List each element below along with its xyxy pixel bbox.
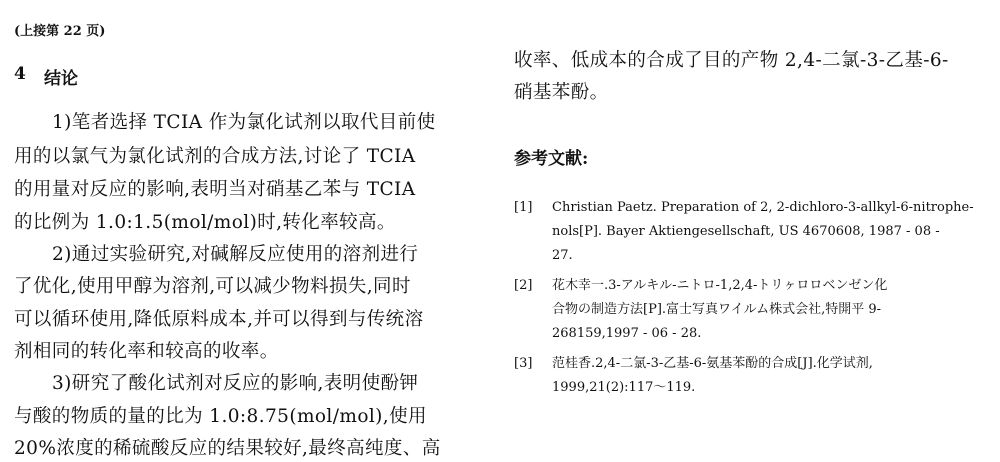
body-line: 2)通过实验研究,对碱解反应使用的溶剂进行 [52, 244, 419, 265]
reference-item [514, 196, 984, 276]
body-line: 3)研究了酸化试剂对反应的影响,表明使酚钾 [52, 373, 419, 394]
reference-line: 合物の制造方法[P].富士写真ワイルム株式会社,特開平 9- [552, 302, 882, 317]
body-line: 可以循环使用,降低原料成本,并可以得到与传统溶 [14, 309, 424, 330]
body-line: 的用量对反应的影响,表明当对硝基乙苯与 TCIA [14, 179, 416, 200]
section-number: 4 [14, 64, 26, 84]
reference-line: 27. [552, 248, 573, 263]
reference-item [514, 274, 984, 354]
body-line: 了优化,使用甲醇为溶剂,可以减少物料损失,同时 [14, 276, 411, 297]
reference-line: 1999,21(2):117～119. [552, 380, 696, 395]
body-line: 20%浓度的稀硫酸反应的结果较好,最终高纯度、高 [14, 438, 441, 459]
reference-line: 268159,1997 - 06 - 28. [552, 326, 702, 341]
reference-number: [1] [514, 200, 533, 215]
reference-number: [2] [514, 278, 533, 293]
body-line: 硝基苯酚。 [514, 82, 609, 103]
references-title: 参考文献: [514, 149, 589, 169]
body-line: 1)笔者选择 TCIA 作为氯化试剂以取代目前使 [52, 112, 436, 133]
reference-number: [3] [514, 356, 533, 371]
reference-item [514, 352, 984, 408]
body-line: 剂相同的转化率和较高的收率。 [14, 341, 279, 362]
body-line: 收率、低成本的合成了目的产物 2,4-二氯-3-乙基-6- [514, 50, 949, 71]
reference-line: 花木幸一.3-アルキル-ニトロ-1,2,4-トリヶロロベンゼン化 [552, 278, 888, 293]
body-line: 用的以氯气为氯化试剂的合成方法,讨论了 TCIA [14, 146, 416, 167]
body-line: 的比例为 1.0:1.5(mol/mol)时,转化率较高。 [14, 212, 396, 233]
section-title: 结论 [44, 69, 78, 89]
continued-note: (上接第 22 页) [14, 24, 106, 39]
reference-line: 范桂香.2,4-二氯-3-乙基-6-氨基苯酚的合成[J].化学试剂, [552, 356, 873, 371]
body-line: 与酸的物质的量的比为 1.0:8.75(mol/mol),使用 [14, 406, 427, 427]
reference-line: nols[P]. Bayer Aktiengesellschaft, US 4670608, 1987 - 08 - [552, 224, 940, 239]
reference-line: Christian Paetz. Preparation of 2, 2-dichloro-3-allkyl-6-nitrophe- [552, 200, 974, 215]
